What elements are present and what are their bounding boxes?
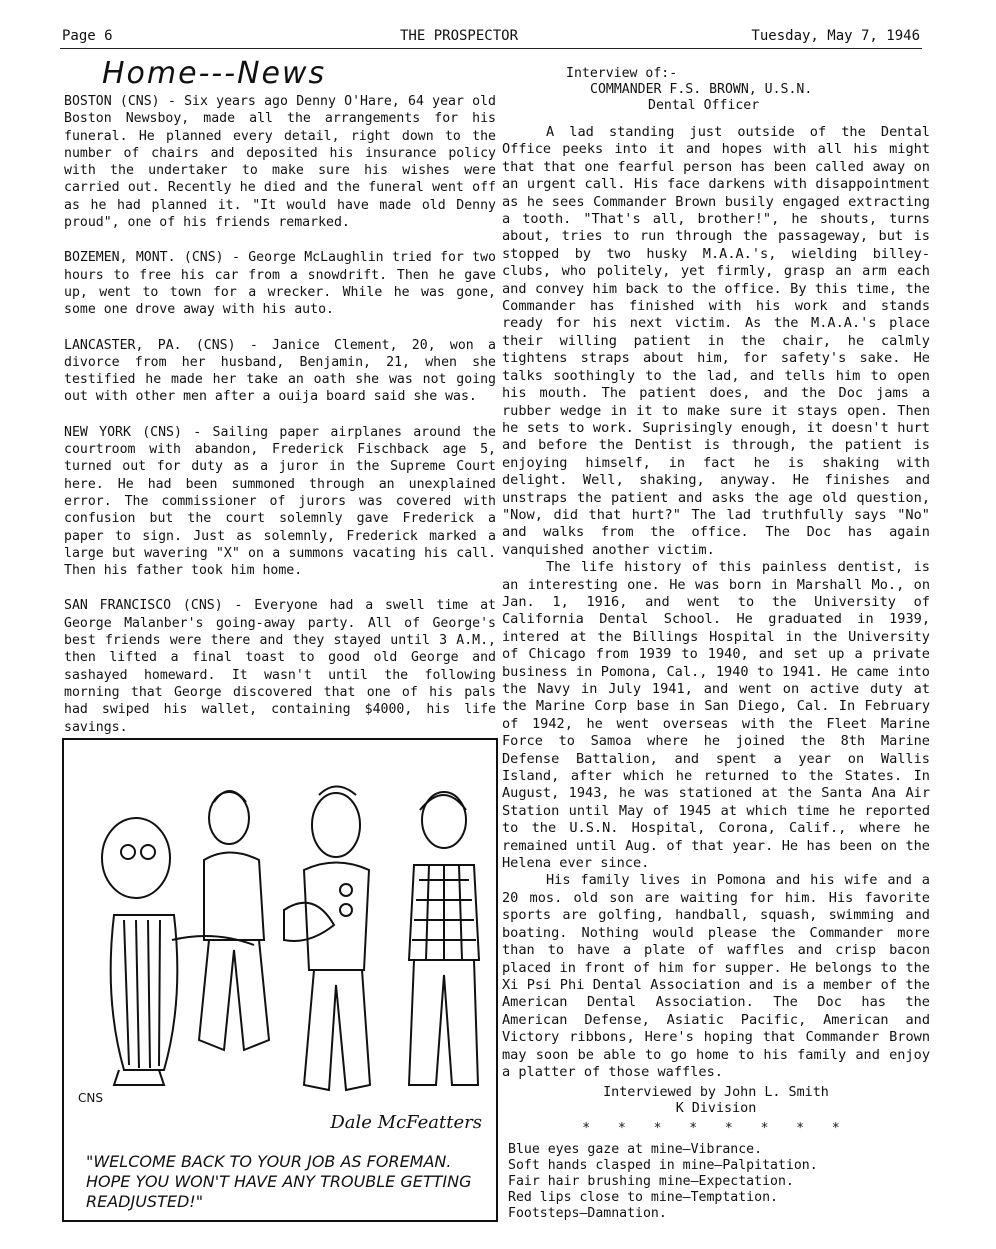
interview-column — [502, 66, 930, 1222]
interview-paragraph-2: The life history of this painless dentist, is an interesting one. He was born in Marshall Mo., on Jan. 1, 1916, and went to the University of California Dental School. He graduated in 1939, intered at the Billings Hospital in the University of Chicago from 1939 to 1940, and set up a private business in Pomona, Cal., 1940 to 1941. He came into the Navy in July 1941, and went on active duty at the Marine Corp base in San Diego, Cal. In February of 1942, he went overseas with the Fleet Marine Force to Samoa where he joined the 8th Marine Defense Battalion, and spent a year on Wallis Island, after which he returned to the States. In August, 1943, he was stationed at the Santa Ana Air Station until May of 1945 at which time he reported to the U.S.N. Hospital, Corona, Calif., where he remained until Aug. of that year. He has been on the Helena ever since. — [502, 559, 930, 872]
interview-subject-title: Dental Officer — [648, 98, 760, 113]
byline-division: K Division — [675, 1101, 757, 1117]
home-news-column — [64, 56, 496, 754]
interview-article — [502, 124, 930, 1081]
news-item-boston: BOSTON (CNS) - Six years ago Denny O'Hare, 64 year old Boston Newsboy, made all the arrangements for his funeral. He planned every detail, right down to the number of chairs and deposited his insurance policy with the undertaker to make sure his wishes were carried out. Recently he died and the funeral went off as he had planned it. "It would have made old Denny proud", one of his friends remarked. — [64, 94, 496, 231]
poem-line: Red lips close to mine—Temptation. — [508, 1190, 778, 1206]
interview-subject: COMMANDER F.S. BROWN, U.S.N. — [590, 82, 813, 97]
cartoon-panel — [62, 738, 498, 1222]
cartoon-caption: "WELCOME BACK TO YOUR JOB AS FOREMAN. HOPE YOU WON'T HAVE ANY TROUBLE GETTING READJUSTED!" — [86, 1152, 472, 1211]
cartoon-drawing — [64, 740, 496, 1140]
page-number: Page 6 — [62, 28, 113, 44]
news-item-lancaster: LANCASTER, PA. (CNS) - Janice Clement, 20, won a divorce from her husband, Benjamin, 21, when she testified he made her take an oath she was not going out with other men after a ouija board said she was. — [64, 337, 496, 405]
interview-paragraph-3: His family lives in Pomona and his wife and a 20 mos. old son are waiting for him. His favorite sports are golfing, handball, squash, swimming and boating. Nothing would please the Commander more than to have a plate of waffles and crisp bacon placed in front of him for supper. He belongs to the Xi Psi Phi Dental Association and is a member of the American Dental Association. The Doc has the American Defense, Asiatic Pacific, American and Victory ribbons, Here's hoping that Commander Brown may soon be able to go home to his family and enjoy a platter of those waffles. — [502, 872, 930, 1080]
poem-line: Blue eyes gaze at mine—Vibrance. — [508, 1142, 763, 1158]
page-header — [60, 26, 922, 49]
interview-label: Interview of:- — [566, 66, 678, 81]
paper-name: THE PROSPECTOR — [400, 28, 519, 44]
cns-mark: CNS — [78, 1091, 103, 1105]
poem-line: Footsteps—Damnation. — [508, 1206, 667, 1222]
interview-paragraph-1: A lad standing just outside of the Dental Office peeks into it and hopes with all his might that that one fearful person has been called away on an urgent call. His face darkens with disappointment as he sees Commander Brown busily engaged extracting a tooth. "That's all, brother!", he shouts, turns about, tries to run through the passageway, but is stopped by two husky M.A.A.'s, wielding billey-clubs, who politely, yet firmly, grasp an arm each and convey him back to the office. By this time, the Commander has finished with his work and stands ready for his next victim. As the M.A.A.'s place their willing patient in the chair, he calmly tightens straps about him, for safety's sake. He talks soothingly to the lad, and tells him to open his mouth. The patient does, and the Doc jams a rubber wedge in it to make sure it stays open. Then he sets to work. Suprisingly enough, it doesn't hurt and before the Dentist is through, the patient is enjoying himself, in fact he is shaking with delight. Well, shaking, anyway. He finishes and unstraps the patient and asks the age old question, "Now, did that hurt?" The lad truthfully says "No" and walks from the office. The Doc has again vanquished another victim. — [502, 124, 930, 558]
byline-author: Interviewed by John L. Smith — [603, 1085, 829, 1101]
cartoonist-signature: Dale McFeatters — [330, 1112, 482, 1133]
interview-byline — [502, 1085, 930, 1117]
home-news-title: Home---News — [102, 56, 327, 91]
news-item-bozemen: BOZEMEN, MONT. (CNS) - George McLaughlin tried for two hours to free his car from a snowdrift. Then he gave up, went to town for a wrecker. While he was gone, some one drove away with his auto. — [64, 250, 496, 318]
interview-heading — [566, 66, 930, 114]
poem-line: Fair hair brushing mine—Expectation. — [508, 1174, 794, 1190]
poem — [508, 1142, 930, 1222]
section-divider: * * * * * * * * — [582, 1121, 850, 1137]
news-item-san-francisco: SAN FRANCISCO (CNS) - Everyone had a swell time at George Malanber's going-away party. All of George's best friends were there and they stayed until 3 A.M., then lifted a final toast to good old George and sashayed homeward. It wasn't until the following morning that George discovered that one of his pals had swiped his wallet, containing $4000, his life savings. — [64, 598, 496, 735]
poem-line: Soft hands clasped in mine—Palpitation. — [508, 1158, 818, 1174]
issue-date: Tuesday, May 7, 1946 — [751, 28, 920, 44]
news-item-new-york: NEW YORK (CNS) - Sailing paper airplanes around the courtroom with abandon, Frederick Fischback age 5, turned out for duty as a juror in the Supreme Court here. He had been summoned through an unexplained error. The commissioner of jurors was covered with confusion but the court solemnly gave Frederick a paper to sign. Just as solemnly, Frederick marked a large but wavering "X" on a summons vacating his call. Then his father took him home. — [64, 424, 496, 579]
